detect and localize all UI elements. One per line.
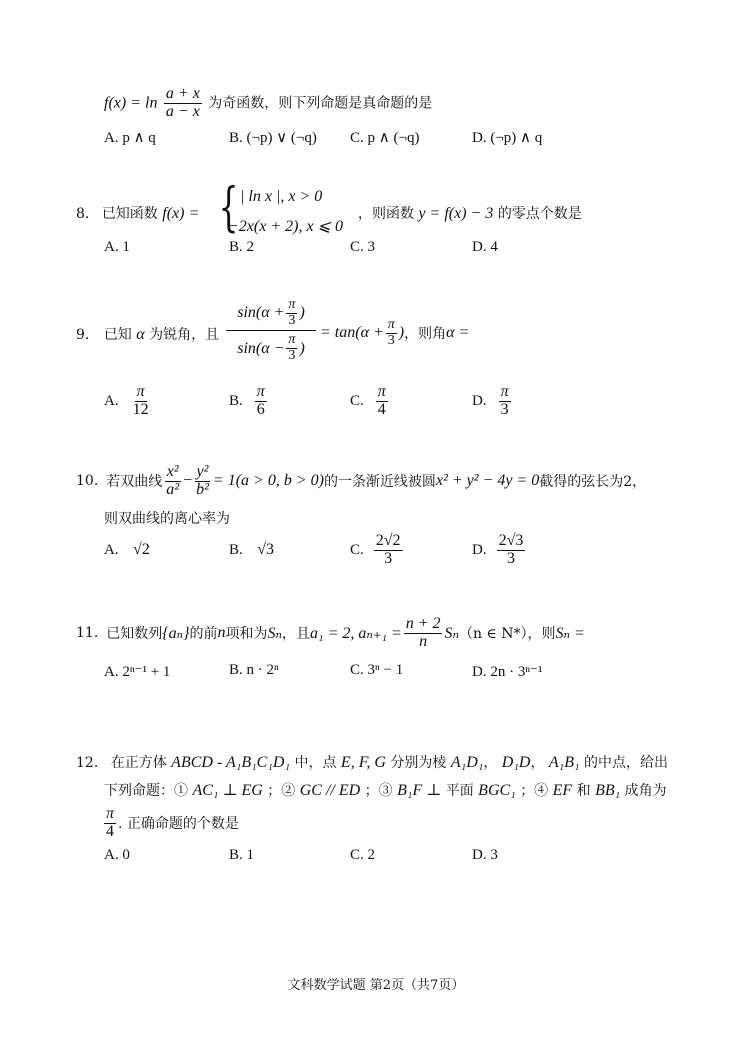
- q8-case-1: | ln x |, x > 0: [240, 188, 323, 205]
- question-number: 10.: [76, 473, 99, 490]
- q12-option-c[interactable]: C. 2: [350, 847, 376, 863]
- q11-option-a[interactable]: A. 2ⁿ⁻¹ + 1: [104, 664, 171, 680]
- q8-brace: {: [218, 178, 239, 238]
- page-footer: 文科数学试题 第2页（共7页）: [287, 978, 465, 993]
- q8-option-d[interactable]: D. 4: [472, 239, 498, 255]
- q12-line2: 下列命题：① AC₁ ⊥ EG ；② GC // ED ；③ B₁F ⊥ 平面 BGC₁ ；④ EF 和 BB₁ 成角为: [104, 782, 667, 799]
- q11-stem: 11. 已知数列 {aₙ} 的前 n 项和为 Sₙ ，且 a₁ = 2, aₙ₊₁ = $\frac{n + 2}{n}$ Sₙ （n ∈ N*），则 Sₙ =: [76, 615, 585, 650]
- q7-option-a[interactable]: A. p ∧ q: [104, 130, 156, 146]
- q8-stem-tail: ，则函数 y = f(x) − 3 的零点个数是: [358, 205, 582, 222]
- q11-option-d[interactable]: D. 2n · 3ⁿ⁻¹: [472, 664, 543, 680]
- q11-option-b[interactable]: B. n · 2ⁿ: [229, 662, 279, 678]
- q8-option-b[interactable]: B. 2: [229, 239, 255, 255]
- q9-option-b[interactable]: B. $\frac{\pi}{6}$: [229, 383, 265, 418]
- question-number: 9.: [76, 327, 90, 343]
- q9-stem: 9. 已知 α 为锐角，且: [76, 326, 220, 343]
- q8-option-a[interactable]: A. 1: [104, 239, 130, 255]
- q8-option-c[interactable]: C. 3: [350, 239, 376, 255]
- q12-option-b[interactable]: B. 1: [229, 847, 255, 863]
- q12-line1: 12. 在正方体 ABCD - A₁B₁C₁D₁ 中，点 E, F, G 分别为棱 A₁D₁， D₁D， A₁B₁ 的中点，给出: [76, 754, 669, 771]
- question-number: 12.: [76, 755, 99, 771]
- q7-option-b[interactable]: B. (¬p) ∨ (¬q): [229, 130, 317, 146]
- q7-option-c[interactable]: C. p ∧ (¬q): [350, 130, 420, 146]
- q9-option-a[interactable]: A. $\frac{\pi}{12}$: [104, 383, 149, 418]
- q8-case-2: −2x(x + 2), x ⩽ 0: [228, 218, 343, 235]
- q12-option-a[interactable]: A. 0: [104, 847, 130, 863]
- q10-option-a[interactable]: A. √2: [104, 541, 150, 558]
- q8-stem: 8. 已知函数 f(x) =: [76, 205, 200, 222]
- q11-option-c[interactable]: C. 3ⁿ − 1: [350, 662, 404, 678]
- q12-option-d[interactable]: D. 3: [472, 847, 498, 863]
- q10-line2: 则双曲线的离心率为: [104, 511, 230, 527]
- q9-rhs: = tan(α + $\frac{\pi}{3}$ ) ，则角 α =: [320, 317, 470, 348]
- q7-fraction: $\frac{a + x}{a - x}$: [165, 85, 200, 120]
- q10-option-c[interactable]: C. $\frac{2√2}{3}$: [350, 532, 401, 567]
- q10-option-b[interactable]: B. √3: [229, 541, 274, 558]
- q9-big-fraction: sin(α + $\frac{\pi}{3}$ ) sin(α − $\frac{\pi}{3}$ ): [226, 298, 316, 364]
- q9-option-d[interactable]: D. $\frac{\pi}{3}$: [472, 383, 509, 418]
- q12-line3: $\frac{\pi}{4}$ . 正确命题的个数是: [106, 805, 239, 840]
- q10-option-d[interactable]: D. $\frac{2√3}{3}$: [472, 532, 524, 567]
- q10-stem: 10. 若双曲线 $\frac{\text{x²}}{\text{a²}}$ − $\frac{\text{y²}}{\text{b²}}$ = 1(a > 0, b > 0) 的一条渐近线被圆 x² + y² − 4y = 0 截得的弦长为2，: [76, 463, 647, 498]
- question-number: 8.: [76, 206, 90, 222]
- q7-expression: f(x) = ln $\frac{a + x}{a - x}$ 为奇函数，则下列命题是真命题的是: [104, 85, 433, 120]
- question-number: 11.: [76, 625, 99, 642]
- q9-option-c[interactable]: C. $\frac{\pi}{4}$: [350, 383, 386, 418]
- q7-option-d[interactable]: D. (¬p) ∧ q: [472, 130, 543, 146]
